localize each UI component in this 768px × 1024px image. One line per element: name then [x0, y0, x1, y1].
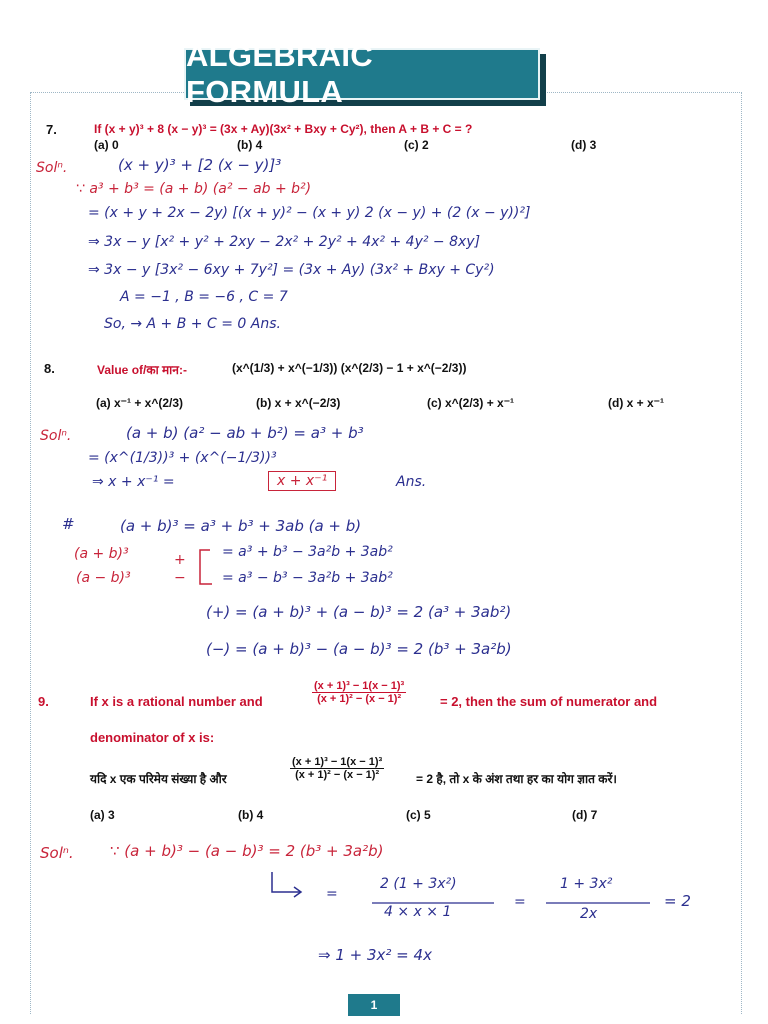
q7-option-a: (a) 0 [94, 138, 119, 152]
q9-solution-fraction-2-num: 1 + 3x² [560, 876, 613, 892]
q9-solution-equals-2: = [514, 894, 526, 910]
q8-note-line-5: (−) = (a + b)³ − (a − b)³ = 2 (b³ + 3a²b) [206, 640, 512, 658]
q9-option-d: (d) 7 [572, 808, 598, 822]
q8-note-side-2: (a − b)³ [76, 570, 131, 586]
q9-solution-fraction-1-den: 4 × x × 1 [384, 904, 452, 920]
q8-note-line-4: (+) = (a + b)³ + (a − b)³ = 2 (a³ + 3ab²) [206, 603, 512, 621]
q8-solution-line-3: ⇒ x + x⁻¹ = [92, 474, 175, 490]
question-8-expression: (x^(1/3) + x^(−1/3)) (x^(2/3) − 1 + x^(−2/3)) [232, 361, 467, 375]
q8-solution-line-1: (a + b) (a² − ab + b²) = a³ + b³ [126, 424, 364, 442]
q8-option-b: (b) x + x^(−2/3) [256, 396, 341, 410]
question-9-hindi-fraction-denominator: (x + 1)² − (x − 1)² [295, 769, 380, 781]
question-9-hindi-fraction-numerator: (x + 1)³ − 1(x − 1)³ [292, 756, 383, 768]
q8-note-line-3: = a³ − b³ − 3a²b + 3ab² [222, 570, 393, 586]
q9-solution-label: Solⁿ. [40, 844, 74, 862]
question-9-fraction-denominator: (x + 1)² − (x − 1)² [317, 693, 402, 705]
q8-note-line-2: = a³ + b³ − 3a²b + 3ab² [222, 544, 393, 560]
q8-answer-label: Ans. [396, 474, 427, 490]
q8-note-line-1: (a + b)³ = a³ + b³ + 3ab (a + b) [120, 517, 362, 535]
q8-option-c: (c) x^(2/3) + x⁻¹ [427, 396, 515, 410]
question-9-suffix: = 2, then the sum of numerator and [440, 694, 658, 709]
question-9-prefix: If x is a rational number and [90, 694, 263, 709]
q7-solution-line-3: = (x + y + 2x − 2y) [(x + y)² − (x + y) 2 (x − y) + (2 (x − y))²] [88, 205, 531, 221]
q8-note-hash: # [62, 515, 75, 533]
q7-solution-line-1: (x + y)³ + [2 (x − y)]³ [118, 156, 282, 174]
q9-solution-line-1: ∵ (a + b)³ − (a − b)³ = 2 (b³ + 3a²b) [110, 842, 384, 860]
question-9-fraction-numerator: (x + 1)³ − 1(x − 1)³ [314, 680, 405, 692]
question-9-fraction [312, 680, 406, 705]
question-9-hindi-prefix: यदि x एक परिमेय संख्या है और [90, 772, 227, 786]
question-8-prefix: Value of/का मान:- [97, 363, 187, 377]
question-9-hindi-fraction [290, 756, 384, 781]
question-9-line-2: denominator of x is: [90, 730, 215, 745]
page-title: ALGEBRAIC FORMULA [184, 48, 540, 100]
q8-option-d: (d) x + x⁻¹ [608, 396, 665, 410]
q8-solution-label: Solⁿ. [40, 428, 72, 444]
question-7-text: If (x + y)³ + 8 (x − y)³ = (3x + Ay)(3x² + Bxy + Cy²), then A + B + C = ? [94, 122, 473, 136]
q9-solution-line-final: ⇒ 1 + 3x² = 4x [318, 946, 432, 964]
q7-solution-line-6: A = −1 , B = −6 , C = 7 [120, 289, 288, 305]
question-8-number: 8. [44, 361, 55, 376]
q9-option-a: (a) 3 [90, 808, 115, 822]
q7-solution-label: Solⁿ. [36, 160, 68, 176]
q8-option-a: (a) x⁻¹ + x^(2/3) [96, 396, 184, 410]
q7-solution-line-5: ⇒ 3x − y [3x² − 6xy + 7y²] = (3x + Ay) (3x² + Bxy + Cy²) [88, 262, 495, 278]
q9-solution-equals-3: = 2 [664, 892, 691, 910]
q9-option-c: (c) 5 [406, 808, 431, 822]
q8-note-side-1: (a + b)³ [74, 546, 129, 562]
q9-solution-equals-1: = [326, 886, 338, 902]
question-9-number: 9. [38, 694, 49, 709]
q8-answer-box: x + x⁻¹ [268, 471, 336, 491]
q8-solution-line-2: = (x^(1/3))³ + (x^(−1/3))³ [88, 450, 277, 466]
q7-solution-line-7: So, → A + B + C = 0 Ans. [104, 316, 281, 332]
q7-option-d: (d) 3 [571, 138, 597, 152]
q7-solution-line-2: ∵ a³ + b³ = (a + b) (a² − ab + b²) [76, 181, 312, 197]
q7-option-b: (b) 4 [237, 138, 263, 152]
q8-note-minus: − [174, 570, 186, 586]
question-7-number: 7. [46, 122, 57, 137]
page-number: 1 [348, 994, 400, 1016]
q9-option-b: (b) 4 [238, 808, 264, 822]
q7-solution-line-4: ⇒ 3x − y [x² + y² + 2xy − 2x² + 2y² + 4x² + 4y² − 8xy] [88, 234, 481, 250]
q9-solution-fraction-2-den: 2x [580, 906, 598, 922]
question-9-hindi-suffix: = 2 है, तो x के अंश तथा हर का योग ज्ञात करें। [416, 772, 617, 786]
q7-option-c: (c) 2 [404, 138, 429, 152]
q9-solution-fraction-1-num: 2 (1 + 3x²) [380, 876, 457, 892]
q8-note-plus: + [174, 552, 186, 568]
